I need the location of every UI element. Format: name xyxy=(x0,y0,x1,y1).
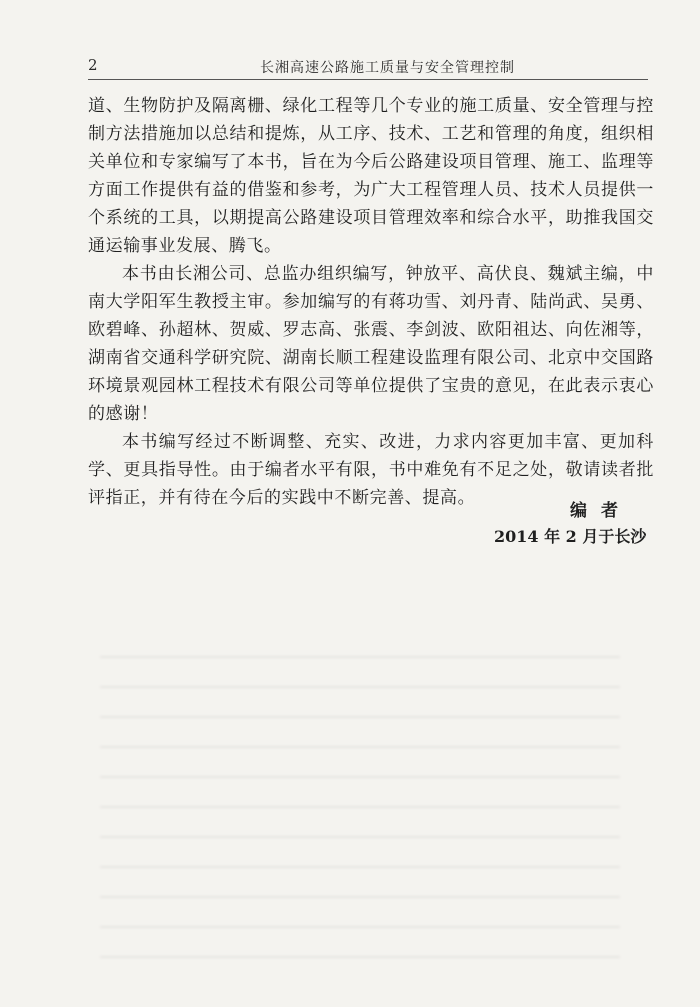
paragraph-closing: 本书编写经过不断调整、充实、改进，力求内容更加丰富、更加科学、更具指导性。由于编者水平有限，书中难免有不足之处，敬请读者批评指正，并有待在今后的实践中不断完善、提高。 xyxy=(88,432,654,508)
paragraph-authors: 本书由长湘公司、总监办组织编写，钟放平、高伏良、魏斌主编，中南大学阳军生教授主审。参加编写的有蒋功雪、刘丹青、陆尚武、吴勇、欧碧峰、孙超林、贺威、罗志高、张震、李剑波、欧阳祖达、向佐湘等，湖南省交通科学研究院、湖南长顺工程建设监理有限公司、北京中交国路环境景观园林工程技术有限公司等单位提供了宝贵的意见，在此表示衷心的感谢！ xyxy=(88,264,654,424)
page-header xyxy=(88,56,648,78)
running-title: 长湘高速公路施工质量与安全管理控制 xyxy=(260,60,515,76)
signature-date: 2014 年 2 月于长沙 xyxy=(494,527,647,546)
header-rule xyxy=(88,79,648,80)
show-through-texture xyxy=(100,640,620,980)
paragraph-continued: 道、生物防护及隔离栅、绿化工程等几个专业的施工质量、安全管理与控制方法措施加以总结和提炼，从工序、技术、工艺和管理的角度，组织相关单位和专家编写了本书，旨在为今后公路建设项目管理、施工、监理等方面工作提供有益的借鉴和参考，为广大工程管理人员、技术人员提供一个系统的工具，以期提高公路建设项目管理效率和综合水平，助推我国交通运输事业发展、腾飞。 xyxy=(88,96,654,256)
body-text xyxy=(88,92,654,512)
signature-name: 编者 xyxy=(570,501,632,521)
page-number: 2 xyxy=(88,56,98,74)
